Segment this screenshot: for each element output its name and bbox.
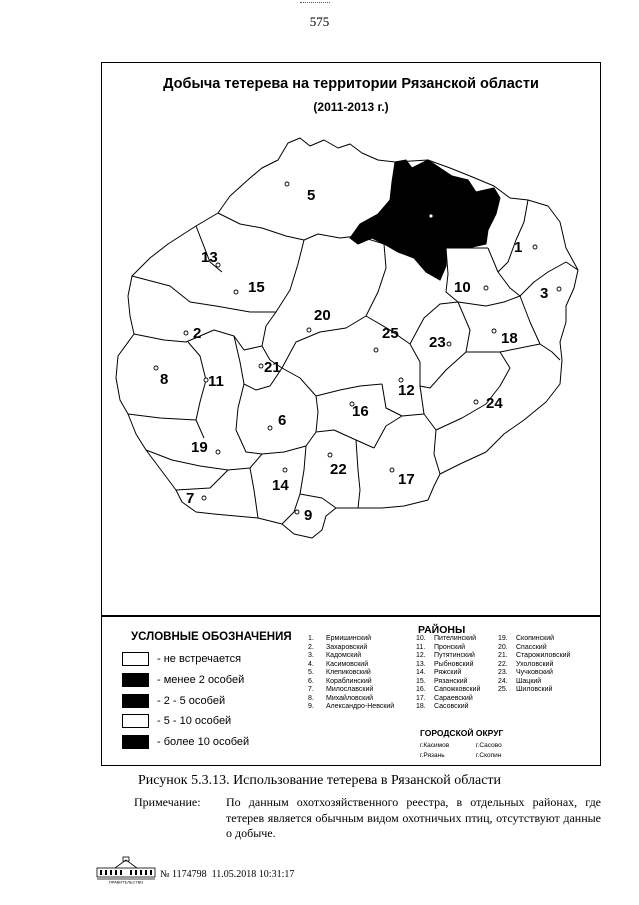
district-number: 8.	[308, 694, 314, 702]
district-center-dot	[184, 331, 188, 335]
district-center-dot	[533, 245, 537, 249]
district-label-1: 1	[514, 239, 523, 256]
district-name: Путятинский	[434, 652, 475, 659]
district-label-19: 19	[191, 439, 208, 456]
page-number: 575	[309, 14, 330, 29]
legend-label: - 5 - 10 особей	[157, 715, 232, 727]
district-center-dot	[268, 426, 272, 430]
district-list-item	[308, 678, 394, 687]
district-label-24: 24	[486, 395, 503, 412]
district-list-item	[416, 678, 480, 687]
legend-swatch	[122, 714, 149, 728]
district-center-dot	[557, 287, 561, 291]
district-number: 1.	[308, 635, 314, 642]
legend-item	[122, 734, 249, 750]
government-building-icon	[95, 856, 157, 884]
districts-column-3	[498, 635, 570, 695]
district-name: Ухоловский	[516, 660, 554, 668]
district-label-20: 20	[314, 307, 331, 324]
district-list-item	[416, 644, 480, 653]
district-name: Александро-Невский	[326, 703, 395, 710]
district-number: 3.	[308, 652, 314, 659]
district-label-13: 13	[201, 249, 218, 266]
top-edge-mark	[300, 2, 330, 4]
district-label-17: 17	[398, 471, 415, 488]
district-name: Кораблинский	[326, 677, 372, 685]
district-label-2: 2	[193, 325, 202, 342]
district-name: Сараевский	[434, 694, 473, 702]
district-list-item	[498, 678, 570, 687]
district-label-3: 3	[540, 285, 549, 302]
district-label-8: 8	[160, 371, 169, 388]
stamp-datetime: 11.05.2018 10:31:17	[211, 869, 295, 880]
district-center-dot	[307, 328, 311, 332]
city-item: г.Касимов	[420, 742, 450, 749]
district-list-item	[308, 669, 394, 678]
district-center-dot	[202, 496, 206, 500]
district-number: 12.	[416, 652, 426, 659]
district-number: 20.	[498, 643, 508, 651]
district-list-item	[416, 661, 480, 670]
legend-item	[122, 693, 225, 709]
legend-swatch	[122, 652, 149, 666]
district-list-item	[498, 661, 570, 670]
district-list-item	[498, 669, 570, 678]
districts-title: РАЙОНЫ	[418, 624, 466, 636]
district-number: 17.	[416, 694, 426, 702]
stamp-number: № 1174798	[160, 869, 207, 880]
city-item: г.Скопин	[476, 752, 502, 759]
district-label-18: 18	[501, 330, 518, 347]
district-number: 24.	[498, 677, 508, 685]
district-name: Михайловский	[326, 694, 374, 702]
district-label-5: 5	[307, 187, 316, 204]
district-label-25: 25	[382, 325, 399, 342]
district-label-6: 6	[278, 412, 287, 429]
legend-label: - не встречается	[157, 653, 242, 665]
district-center-dot	[447, 342, 451, 346]
district-name: Чучковский	[516, 669, 553, 676]
note-text: По данным охотхозяйственного реестра, в отдельных районах, где тетерев является обычным видом охотничьих птиц, отсутствуют данные о добыче.	[226, 795, 601, 840]
district-name: Клепиковский	[326, 669, 371, 676]
district-center-dot	[484, 286, 488, 290]
district-list-item	[308, 644, 394, 653]
district-number: 19.	[498, 635, 508, 642]
figure-caption: Рисунок 5.3.13. Использование тетерева в Рязанской области	[137, 773, 502, 788]
district-list-item	[308, 661, 394, 670]
district-center-dot	[474, 400, 478, 404]
district-name: Милославский	[326, 686, 374, 693]
district-list-item	[498, 644, 570, 653]
district-list-item	[308, 635, 394, 644]
district-name: Скопинский	[516, 635, 555, 642]
district-number: 22.	[498, 660, 508, 668]
district-number: 18.	[416, 703, 426, 710]
district-number: 13.	[416, 660, 426, 668]
district-list-item	[308, 695, 394, 704]
district-name: Сасовский	[434, 703, 469, 710]
district-name: Кадомский	[326, 652, 362, 659]
district-label-22: 22	[330, 461, 347, 478]
legend-swatch	[122, 673, 149, 687]
legend-item	[122, 672, 244, 688]
district-label-9: 9	[304, 507, 313, 524]
district-label-23: 23	[429, 334, 446, 351]
district-list-item	[498, 652, 570, 661]
district-list-item	[498, 686, 570, 695]
district-center-dot	[390, 468, 394, 472]
legend-title: УСЛОВНЫЕ ОБОЗНАЧЕНИЯ	[131, 631, 292, 643]
district-list-item	[308, 703, 394, 712]
district-name: Шиловский	[516, 686, 553, 693]
city-districts-title: ГОРОДСКОЙ ОКРУГ	[420, 728, 504, 738]
district-label-11: 11	[208, 373, 224, 390]
district-center-dot	[283, 468, 287, 472]
district-name: Сапожковский	[434, 686, 481, 693]
svg-text:ПРАВИТЕЛЬСТВО: ПРАВИТЕЛЬСТВО	[108, 879, 144, 884]
district-name: Спасский	[516, 643, 547, 651]
legend-label: - менее 2 особей	[157, 674, 245, 686]
district-number: 2.	[308, 643, 314, 651]
district-label-10: 10	[454, 279, 471, 296]
district-label-16: 16	[352, 403, 369, 420]
district-center-dot	[429, 214, 432, 217]
districts-column-1	[308, 635, 394, 712]
district-number: 9.	[308, 703, 314, 710]
map-subtitle: (2011-2013 г.)	[313, 100, 389, 114]
district-list-item	[416, 686, 480, 695]
district-center-dot	[154, 366, 158, 370]
district-center-dot	[285, 182, 289, 186]
district-name: Захаровский	[326, 643, 368, 651]
district-label-15: 15	[248, 279, 265, 296]
legend-item	[122, 713, 231, 729]
district-center-dot	[492, 329, 496, 333]
district-center-dot	[328, 453, 332, 457]
district-name: Пронский	[434, 643, 466, 651]
legend-label: - 2 - 5 особей	[157, 695, 226, 707]
legend-item	[122, 651, 241, 667]
district-list-item	[416, 669, 480, 678]
district-number: 23.	[498, 669, 508, 676]
legend-label: - более 10 особей	[157, 736, 250, 748]
district-number: 16.	[416, 686, 426, 693]
district-name: Пителинский	[434, 635, 476, 642]
district-label-14: 14	[272, 477, 289, 494]
district-list-item	[416, 703, 480, 712]
district-name: Старожиловский	[516, 652, 571, 659]
district-center-dot	[374, 348, 378, 352]
district-label-7: 7	[186, 490, 195, 507]
district-list-item	[498, 635, 570, 644]
district-number: 21.	[498, 652, 508, 659]
district-center-dot	[259, 364, 263, 368]
city-item: г.Сасово	[476, 742, 502, 749]
district-number: 14.	[416, 669, 426, 676]
district-list-item	[308, 652, 394, 661]
district-number: 25.	[498, 686, 508, 693]
district-number: 6.	[308, 677, 314, 685]
district-number: 4.	[308, 660, 314, 668]
district-list-item	[308, 686, 394, 695]
region-map	[101, 62, 601, 616]
note-label: Примечание:	[134, 795, 201, 809]
district-name: Рыбновский	[434, 660, 474, 668]
district-list-item	[416, 695, 480, 704]
district-name: Касимовский	[326, 660, 369, 668]
district-list-item	[416, 652, 480, 661]
district-number: 7.	[308, 686, 314, 693]
district-number: 11.	[416, 643, 426, 651]
district-center-dot	[295, 510, 299, 514]
legend-swatch	[122, 735, 149, 749]
district-number: 15.	[416, 677, 426, 685]
district-name: Ряжский	[434, 669, 462, 676]
map-title: Добыча тетерева на территории Рязанской области	[163, 76, 539, 92]
districts-column-2	[416, 635, 480, 712]
district-name: Рязанский	[434, 677, 468, 685]
district-number: 10.	[416, 635, 426, 642]
legend-swatch	[122, 694, 149, 708]
district-label-21: 21	[264, 359, 281, 376]
district-number: 5.	[308, 669, 314, 676]
district-center-dot	[216, 450, 220, 454]
city-item: г.Рязань	[420, 752, 445, 759]
district-center-dot	[234, 290, 238, 294]
district-label-12: 12	[398, 382, 415, 399]
district-name: Ермишинский	[326, 635, 372, 642]
district-name: Шацкий	[516, 677, 542, 685]
registry-stamp	[160, 869, 294, 880]
district-list-item	[416, 635, 480, 644]
